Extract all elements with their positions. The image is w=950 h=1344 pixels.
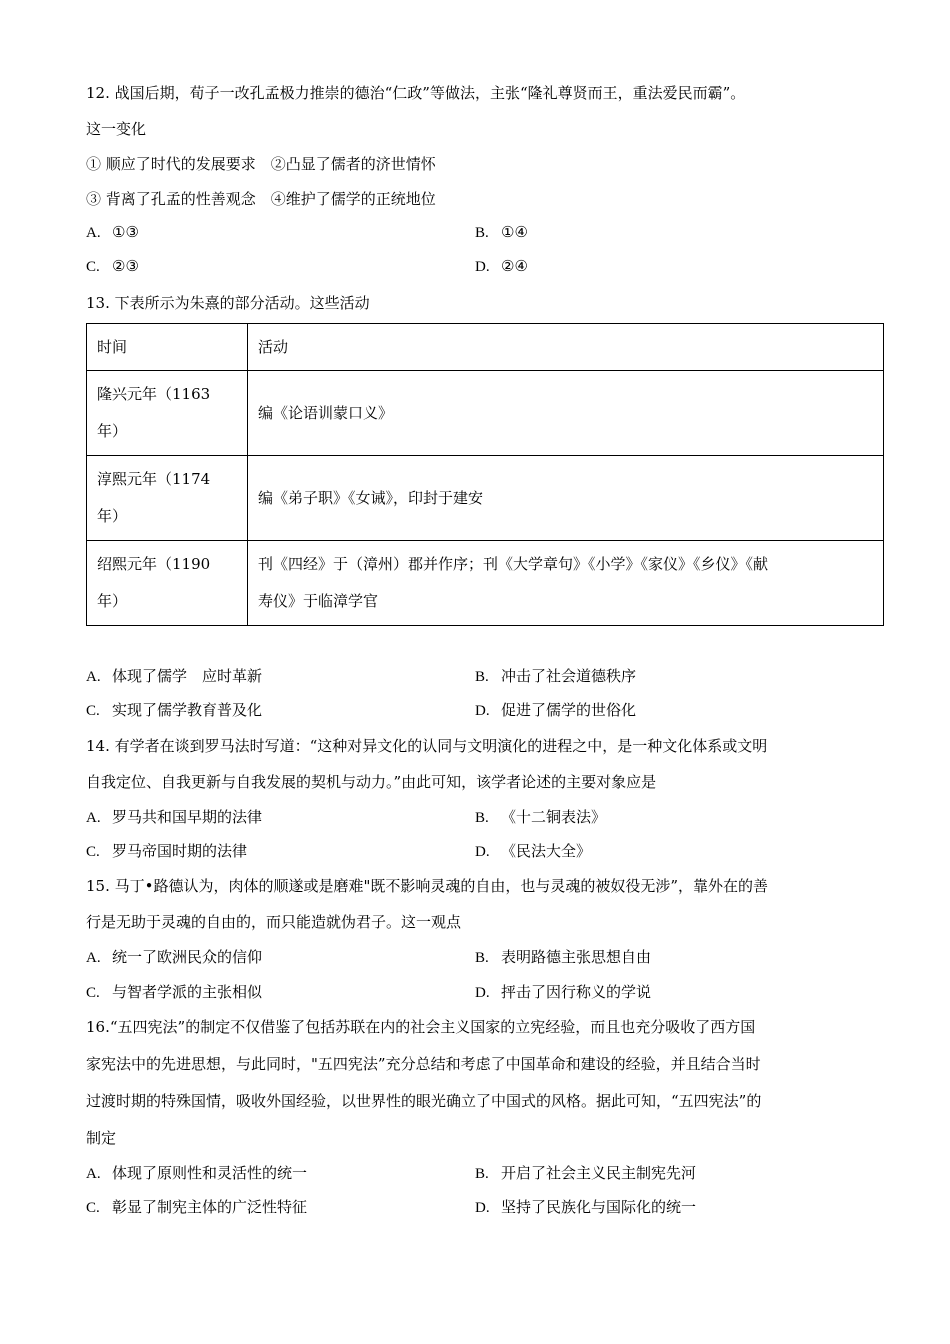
q15-stem-line2: 行是无助于灵魂的自由的，而只能造就伪君子。这一观点 [86,913,462,931]
q13-stem: 13. 下表所示为朱熹的部分活动。这些活动 [86,294,370,312]
table-row [87,456,884,541]
q15-option-b[interactable]: B. 表明路德主张思想自由 [475,948,652,966]
table-row [87,541,884,626]
q13-option-b[interactable]: B. 冲击了社会道德秩序 [475,667,637,685]
q12-item-line1: ① 顺应了时代的发展要求 ②凸显了儒者的济世情怀 [86,155,436,173]
time-cell: 隆兴元年（1163 年） [87,371,248,456]
q16-option-c[interactable]: C. 彰显了制宪主体的广泛性特征 [86,1198,308,1216]
q14-option-c[interactable]: C. 罗马帝国时期的法律 [86,842,248,860]
q15-option-d[interactable]: D. 抨击了因行称义的学说 [475,983,652,1001]
q12-stem-line2: 这一变化 [86,120,147,138]
table-row [87,371,884,456]
q12-stem-line1: 12. 战国后期，荀子一改孔孟极力推崇的德治“仁政”等做法，主张“隆礼尊贤而王，重法爱民而霸”。 [86,84,746,102]
q16-stem-line4: 制定 [86,1129,117,1147]
time-cell: 绍熙元年（1190 年） [87,541,248,626]
q12-item-line2: ③ 背离了孔孟的性善观念 ④维护了儒学的正统地位 [86,190,436,208]
q12-option-d[interactable]: D. ②④ [475,257,528,275]
activity-cell: 编《论语训蒙口义》 [248,371,884,456]
activity-cell: 刊《四经》于（漳州）郡并作序；刊《大学章句》《小学》《家仪》《乡仪》《献 寿仪》于临漳学官 [248,541,884,626]
zhuxi-activities-table [86,323,884,626]
q14-stem-line1: 14. 有学者在谈到罗马法时写道：“这种对异文化的认同与文明演化的进程之中，是一种文化体系或文明 [86,737,768,755]
q14-option-b[interactable]: B. 《十二铜表法》 [475,808,607,826]
q16-stem-line3: 过渡时期的特殊国情，吸收外国经验，以世界性的眼光确立了中国式的风格。据此可知，“五四宪法”的 [86,1092,762,1110]
q13-option-a[interactable]: A. 体现了儒学 应时革新 [86,667,263,685]
q15-stem-line1: 15. 马丁•路德认为，肉体的顺遂或是磨难"既不影响灵魂的自由，也与灵魂的被奴役无涉”，靠外在的善 [86,877,769,895]
time-cell: 淳熙元年（1174 年） [87,456,248,541]
q16-option-a[interactable]: A. 体现了原则性和灵活性的统一 [86,1164,308,1182]
q16-option-d[interactable]: D. 坚持了民族化与国际化的统一 [475,1198,697,1216]
q16-stem-line2: 家宪法中的先进思想，与此同时，"五四宪法”充分总结和考虑了中国革命和建设的经验，并且结合当时 [86,1055,761,1073]
q16-stem-line1: 16.“五四宪法”的制定不仅借鉴了包括苏联在内的社会主义国家的立宪经验，而且也充分吸收了西方国 [86,1018,756,1036]
q12-option-c[interactable]: C. ②③ [86,257,139,275]
table-header-row [87,324,884,371]
q12-option-a[interactable]: A. ①③ [86,223,139,241]
q12-option-b[interactable]: B. ①④ [475,223,528,241]
q15-option-c[interactable]: C. 与智者学派的主张相似 [86,983,263,1001]
q14-stem-line2: 自我定位、自我更新与自我发展的契机与动力。”由此可知，该学者论述的主要对象应是 [86,773,657,791]
q13-option-d[interactable]: D. 促进了儒学的世俗化 [475,701,637,719]
q14-option-d[interactable]: D. 《民法大全》 [475,842,592,860]
activity-cell: 编《弟子职》《女诫》，印封于建安 [248,456,884,541]
header-activity: 活动 [248,324,884,371]
q16-option-b[interactable]: B. 开启了社会主义民主制宪先河 [475,1164,697,1182]
header-time: 时间 [87,324,248,371]
q13-option-c[interactable]: C. 实现了儒学教育普及化 [86,701,263,719]
q14-option-a[interactable]: A. 罗马共和国早期的法律 [86,808,263,826]
q15-option-a[interactable]: A. 统一了欧洲民众的信仰 [86,948,263,966]
